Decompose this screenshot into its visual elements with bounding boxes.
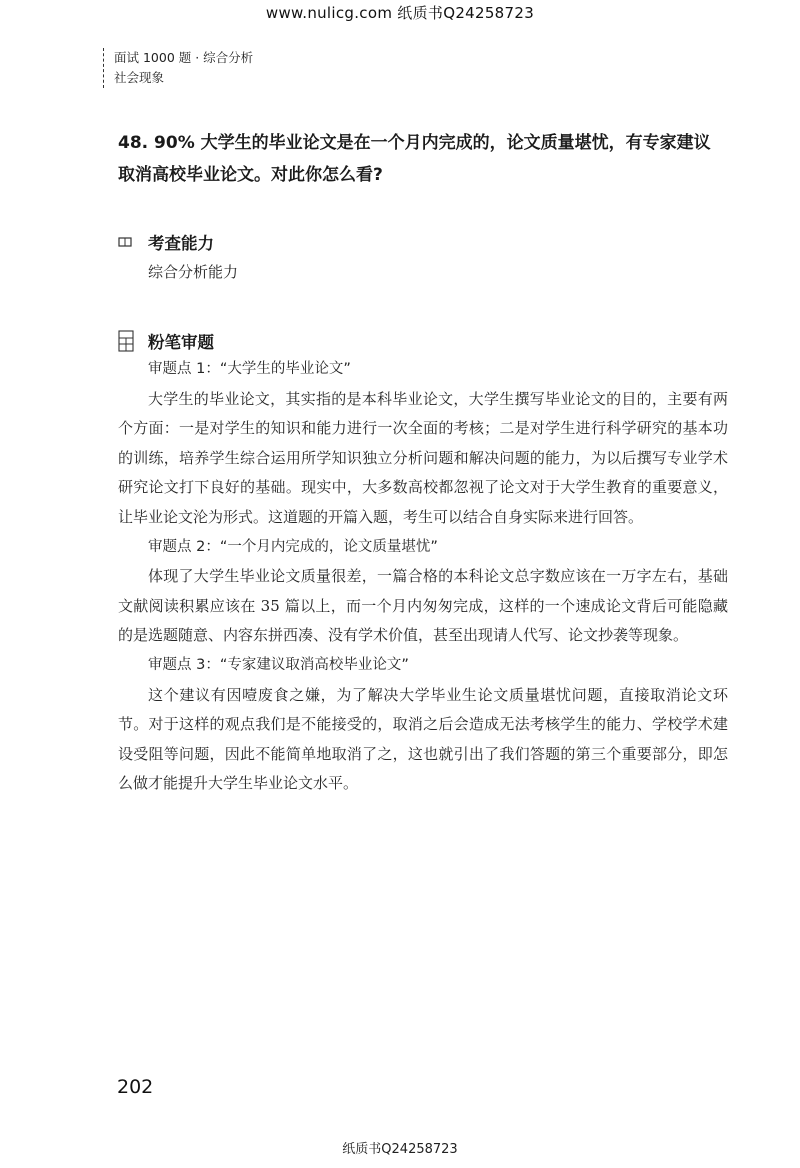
section-title: 考查能力 <box>148 234 214 253</box>
grid-pencil-icon <box>118 330 140 352</box>
watermark-top: www.nulicg.com 纸质书Q24258723 <box>265 4 535 22</box>
running-head <box>103 48 253 88</box>
paragraph: 体现了大学生毕业论文质量很差，一篇合格的本科论文总字数应该在一万字左右，基础文献阅读积累应该在 35 篇以上，而一个月内匆匆完成，这样的一个速成论文背后可能隐藏的是选题随意、内容东拼西凑、没有学术价值，甚至出现请人代写、论文抄袭等现象。 <box>118 567 728 645</box>
section-heading-ability <box>118 230 214 254</box>
section-heading-analysis <box>118 329 214 353</box>
analysis-body <box>118 355 728 799</box>
question-text: 48. 90% 大学生的毕业论文是在一个月内完成的，论文质量堪忧，有专家建议取消高校毕业论文。对此你怎么看? <box>118 133 711 185</box>
review-point: 审题点 3：“专家建议取消高校毕业论文” <box>148 656 409 673</box>
watermark-bottom: 纸质书Q24258723 <box>342 1142 458 1157</box>
running-head-chapter: 社会现象 <box>114 70 165 85</box>
paragraph: 大学生的毕业论文，其实指的是本科毕业论文，大学生撰写毕业论文的目的，主要有两个方面：一是对学生的知识和能力进行一次全面的考核；二是对学生进行科学研究的基本功的训练，培养学生综合运用所学知识独立分析问题和解决问题的能力，为以后撰写专业学术研究论文打下良好的基础。现实中，大多数高校都忽视了论文对于大学生教育的重要意义，让毕业论文沦为形式。这道题的开篇入题，考生可以结合自身实际来进行回答。 <box>118 389 728 526</box>
book-icon <box>118 236 140 248</box>
running-head-book-title: 面试 1000 题 · 综合分析 <box>114 50 254 65</box>
page-number: 202 <box>117 1076 154 1098</box>
section-title: 粉笔审题 <box>148 333 214 352</box>
review-point: 审题点 1：“大学生的毕业论文” <box>148 361 351 377</box>
review-point: 审题点 2：“一个月内完成的，论文质量堪忧” <box>148 538 438 555</box>
ability-content: 综合分析能力 <box>148 263 239 281</box>
paragraph: 这个建议有因噎废食之嫌，为了解决大学毕业生论文质量堪忧问题，直接取消论文环节。对于这样的观点我们是不能接受的，取消之后会造成无法考核学生的能力、学校学术建设受阻等问题，因此不能简单地取消了之，这也就引出了我们答题的第三个重要部分，即怎么做才能提升大学生毕业论文水平。 <box>118 685 728 793</box>
